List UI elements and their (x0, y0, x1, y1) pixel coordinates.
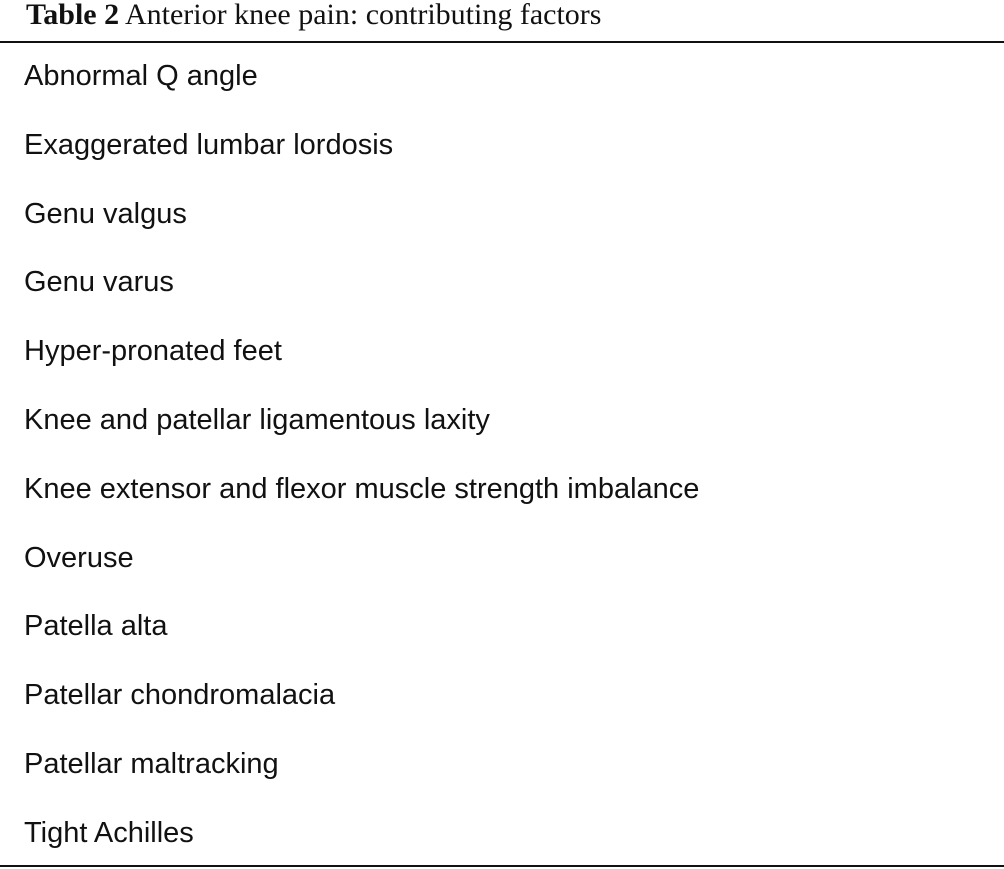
table-title: Anterior knee pain: contributing factors (124, 0, 602, 31)
table-row: Knee and patellar ligamentous laxity (24, 403, 490, 436)
table (0, 0, 1004, 40)
table-row: Abnormal Q angle (24, 60, 258, 92)
table-row: Tight Achilles (24, 816, 194, 849)
table-row: Patellar chondromalacia (24, 679, 336, 712)
table-row: Hyper-pronated feet (24, 335, 282, 368)
table-body (0, 43, 1004, 869)
table-row: Knee extensor and flexor muscle strength imbalance (24, 472, 700, 505)
table-caption (0, 0, 1004, 40)
table-row: Patellar maltracking (24, 747, 279, 780)
table-row: Genu varus (24, 266, 174, 299)
table-row: Overuse (24, 541, 134, 574)
table-row: Patella alta (24, 610, 168, 643)
table-row: Genu valgus (24, 197, 187, 230)
table-label: Table 2 (26, 0, 120, 31)
table-row: Exaggerated lumbar lordosis (24, 128, 394, 161)
table-bottom-rule (0, 865, 1004, 867)
